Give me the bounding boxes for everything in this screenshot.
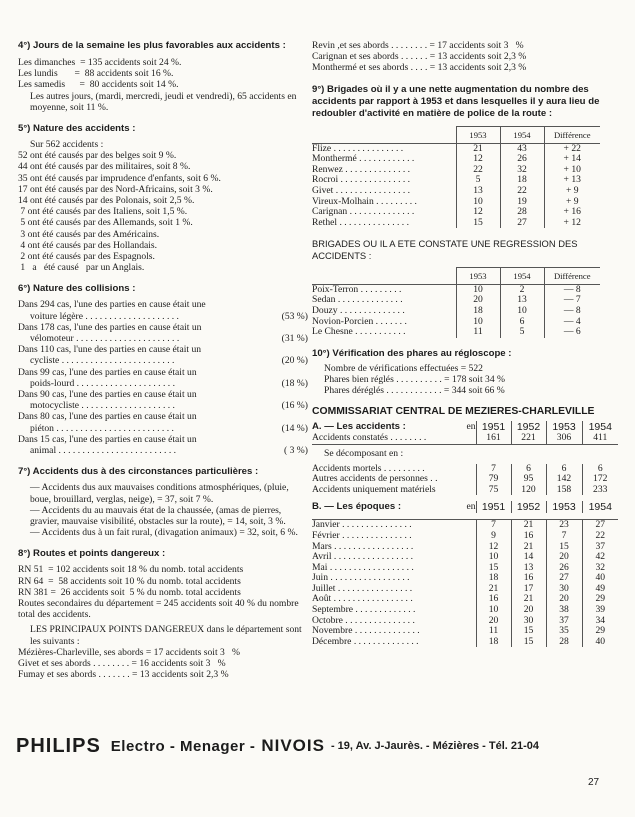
nature-line: 3 ont été causés par des Américains. [18,228,160,240]
month-value: 29 [582,594,618,605]
month-label: Novembre . . . . . . . . . . . . . . [312,625,420,637]
nature-line: 14 ont été causés par des Polonais, soit 2,5 %. [18,195,195,207]
month-label: Septembre . . . . . . . . . . . . . [312,604,416,616]
month-label: Juillet . . . . . . . . . . . . . . . . [312,582,413,594]
regression-d: — 8 [544,284,600,295]
increase-d: + 14 [544,154,600,165]
regression-a: 10 [456,284,500,295]
route-line: RN 51 = 102 accidents soit 18 % du nomb. total accidents [18,564,244,576]
regression-table [312,267,600,338]
headlight-line: Nombre de vérifications effectuées = 522 [324,362,483,374]
year-1954: 1954 [582,421,618,433]
regression-b: 2 [500,284,544,295]
regression-title: BRIGADES OU IL A ETE CONSTATE UNE REGRESSION DES ACCIDENTS : [312,238,578,261]
footer-text-2: NIVOIS [261,736,325,755]
month-label: Août . . . . . . . . . . . . . . . . . [312,593,413,605]
increase-a: 15 [456,218,500,229]
increase-d: + 16 [544,207,600,218]
month-value: 40 [582,637,618,648]
increase-name: Monthermé . . . . . . . . . . . . [312,153,415,165]
regression-name: Sedan . . . . . . . . . . . . . . [312,294,403,306]
commissariat-value: 6 [582,464,618,475]
month-value: 11 [476,626,511,637]
month-value: 21 [511,520,546,531]
commissariat-row [312,485,618,496]
commissariat-value: 79 [476,474,511,485]
section-4-lines [18,57,308,91]
commissariat-value: 233 [582,485,618,496]
month-value: 17 [511,584,546,595]
month-label: Mars . . . . . . . . . . . . . . . . . [312,540,414,552]
increase-b: 27 [500,218,544,229]
regression-col-diff: Différence [544,267,600,284]
regression-d: — 8 [544,306,600,317]
route-line: RN 381 = 26 accidents soit 5 % du nomb. total accidents [18,586,241,598]
month-value: 16 [511,573,546,584]
nature-line: 5 ont été causés par des Allemands, soit 1 %. [18,217,193,229]
collision-row [18,445,308,456]
month-value: 49 [582,584,618,595]
collision-pct: (18 %) [281,377,308,389]
month-value: 15 [546,542,582,553]
regression-col-1954: 1954 [500,267,544,284]
collision-label: cycliste . . . . . . . . . . . . . . . . . . . . . . . . [30,355,175,367]
commissariat-value: 75 [476,485,511,496]
increase-b: 28 [500,207,544,218]
increase-name: Givet . . . . . . . . . . . . . . . . [312,184,411,196]
commissariat-value: 7 [476,464,511,475]
increase-a: 10 [456,197,500,208]
collision-pct: (20 %) [281,355,308,367]
section-10-lines [312,363,618,397]
month-value: 22 [582,531,618,542]
commissariat-value: 142 [546,474,582,485]
increase-b: 32 [500,165,544,176]
month-value: 20 [476,616,511,627]
footer-brand: PHILIPS [16,734,101,757]
collision-row [18,311,308,322]
section-8-lines [18,564,308,598]
collision-row [18,355,308,366]
footer-text-3: - 19, Av. J-Jaurès. - Mézières - Tél. 21-04 [330,740,540,752]
increase-b: 22 [500,186,544,197]
increase-name: Vireux-Molhain . . . . . . . . . [312,195,417,207]
nature-line: 4 ont été causés par des Hollandais. [18,239,158,251]
collision-pct: (53 %) [281,310,308,322]
nature-line: 17 ont été causés par des Nord-Africains, soit 3 %. [18,183,213,195]
commissariat-value: 6 [546,464,582,475]
month-value: 21 [511,542,546,553]
month-value: 13 [511,563,546,574]
month-value: 15 [511,637,546,648]
month-value: 20 [546,552,582,563]
section-8-places [18,647,308,681]
increase-d: + 22 [544,143,600,154]
month-value: 15 [511,626,546,637]
increase-table-header [312,126,600,143]
section-7-p3: — Accidents dus à un fait rural, (divagation animaux) = 32, soit, 6 %. [30,527,298,539]
epoques-table [312,501,618,647]
en-label: en [466,421,476,433]
section-8-points: LES PRINCIPAUX POINTS DANGEREUX dans le département sont les suivants : [30,624,302,647]
nature-line: 7 ont été causés par des Italiens, soit 1,5 %. [18,206,188,218]
month-value: 20 [511,605,546,616]
increase-a: 22 [456,165,500,176]
nature-line: 1 a été causé par un Anglais. [18,262,145,274]
regression-table-header [312,267,600,284]
increase-d: + 13 [544,175,600,186]
month-value: 29 [582,626,618,637]
month-label: Décembre . . . . . . . . . . . . . . [312,635,419,647]
increase-name: Carignan . . . . . . . . . . . . . . [312,206,415,218]
increase-d: + 9 [544,197,600,208]
month-value: 30 [511,616,546,627]
month-value: 7 [546,531,582,542]
increase-table [312,126,600,229]
commissariat-label: Accidents uniquement matériels [312,483,436,495]
dangerous-point-line: Revin ,et ses abords . . . . . . . . = 17 accidents soit 3 % [312,40,524,51]
section-6-items [18,299,308,456]
collision-line: Dans 99 cas, l'une des parties en cause était un [18,366,197,378]
month-value: 16 [476,594,511,605]
commissariat-value: 158 [546,485,582,496]
collision-line: Dans 110 cas, l'une des parties en cause était un [18,344,202,356]
regression-b: 10 [500,306,544,317]
regression-d: — 6 [544,327,600,338]
increase-a: 12 [456,154,500,165]
commissariat-value: 120 [511,485,546,496]
dangerous-point-line: Fumay et ses abords . . . . . . . = 13 accidents soit 2,3 % [18,669,229,681]
increase-b: 43 [500,143,544,154]
nature-line: 2 ont été causés par des Espagnols. [18,251,155,263]
regression-row [312,306,600,317]
nature-line: 44 ont été causés par des militaires, soit 8 %. [18,161,191,173]
year-1953: 1953 [546,421,582,433]
dangerous-point-line: Monthermé et ses abords . . . . = 13 accidents soit 2,3 % [312,62,527,74]
day-line: Les dimanches = 135 accidents soit 24 %. [18,57,182,68]
month-value: 35 [546,626,582,637]
decomp-label: Se décomposant en : [324,447,404,459]
subsection-a-title: A. — Les accidents : [312,421,406,433]
constates-row [312,433,618,444]
section-8-title: 8°) Routes et points dangereux : [18,548,166,560]
month-value: 40 [582,573,618,584]
increase-b: 19 [500,197,544,208]
month-value: 42 [582,552,618,563]
headlight-line: Phares bien réglés . . . . . . . . . . = 178 soit 34 % [324,373,506,385]
month-value: 38 [546,605,582,616]
increase-row [312,218,600,229]
month-value: 16 [511,531,546,542]
year-1952: 1952 [511,421,546,433]
regression-d: — 4 [544,317,600,328]
month-label: Avril . . . . . . . . . . . . . . . . . [312,551,414,563]
month-value: 18 [476,573,511,584]
collision-label: voiture légère . . . . . . . . . . . . . . . . . . . . [30,310,179,322]
day-line: Les samedis = 80 accidents soit 14 %. [18,79,179,91]
route-line: RN 64 = 58 accidents soit 10 % du nomb. total accidents [18,575,241,587]
collision-pct: (16 %) [281,400,308,412]
collision-label: animal . . . . . . . . . . . . . . . . . . . . . . . . . [30,445,177,457]
constates-1953: 306 [546,433,582,444]
decomp-row [312,449,618,460]
section-6-title: 6°) Nature des collisions : [18,283,136,295]
collision-row [18,423,308,434]
increase-name: Rocroi . . . . . . . . . . . . . . . [312,174,411,186]
month-value: 28 [546,637,582,648]
section-7-title: 7°) Accidents dus à des circonstances particulières : [18,466,259,478]
collision-label: piéton . . . . . . . . . . . . . . . . . . . . . . . . . [30,422,174,434]
month-value: 18 [476,637,511,648]
constates-1954: 411 [582,433,618,444]
collision-label: motocycliste . . . . . . . . . . . . . . . . . . . . [30,400,175,412]
headlight-line: Phares déréglés . . . . . . . . . . . . = 344 soit 66 % [324,385,505,397]
month-value: 27 [582,520,618,531]
collision-label: vélomoteur . . . . . . . . . . . . . . . . . . . . . . [30,333,180,345]
month-label: Juin . . . . . . . . . . . . . . . . . [312,572,410,584]
month-label: Janvier . . . . . . . . . . . . . . . [312,519,412,531]
year-b-1951: 1951 [476,501,511,513]
month-value: 14 [511,552,546,563]
increase-name: Flize . . . . . . . . . . . . . . . [312,142,404,154]
constates-1951: 161 [476,433,511,444]
month-value: 30 [546,584,582,595]
constates-1952: 221 [511,433,546,444]
subsection-b-title: B. — Les époques : [312,501,402,513]
month-value: 34 [582,616,618,627]
year-b-1952: 1952 [511,501,546,513]
regression-name: Poix-Terron . . . . . . . . . [312,283,402,295]
month-label: Mai . . . . . . . . . . . . . . . . . . [312,561,414,573]
section-7-p1: — Accidents dus aux mauvaises conditions atmosphériques, (pluie, boue, brouillard, verglas, neige), = 37, soit 7 %. [30,482,289,505]
increase-name: Rethel . . . . . . . . . . . . . . . [312,216,409,228]
dangerous-point-line: Carignan et ses abords . . . . . . = 13 accidents soit 2,3 % [312,51,527,63]
regression-d: — 7 [544,295,600,306]
increase-a: 13 [456,186,500,197]
section-4-title: 4°) Jours de la semaine les plus favorables aux accidents : [18,40,286,51]
collision-pct: (14 %) [281,422,308,434]
section-8-routes: Routes secondaires du département = 245 accidents soit 40 % du nombre total des accidents. [18,597,299,621]
increase-d: + 12 [544,218,600,229]
month-label: Octobre . . . . . . . . . . . . . . . [312,614,415,626]
increase-name: Renwez . . . . . . . . . . . . . . [312,163,411,175]
month-value: 23 [546,520,582,531]
footer-advertisement [16,735,618,757]
left-column [18,40,308,680]
dangerous-point-line: Givet et ses abords . . . . . . . . = 16 accidents soit 3 % [18,657,226,669]
section-10-title: 10°) Vérification des phares au régloscope : [312,347,512,359]
collision-line: Dans 15 cas, l'une des parties en cause était un [18,433,197,445]
collision-line: Dans 80 cas, l'une des parties en cause était un [18,411,197,423]
increase-d: + 9 [544,186,600,197]
month-row [312,637,618,648]
month-row [312,531,618,542]
increase-col-1954: 1954 [500,126,544,143]
regression-b: 5 [500,327,544,338]
regression-a: 18 [456,306,500,317]
commissariat-title: COMMISSARIAT CENTRAL DE MEZIERES-CHARLEVILLE [312,406,595,418]
collision-row [18,333,308,344]
month-value: 9 [476,531,511,542]
regression-a: 10 [456,317,500,328]
collision-row [18,378,308,389]
collision-label: poids-lourd . . . . . . . . . . . . . . . . . . . . . [30,377,175,389]
month-value: 10 [476,552,511,563]
regression-col-1953: 1953 [456,267,500,284]
increase-col-diff: Différence [544,126,600,143]
month-value: 37 [582,542,618,553]
constates-label: Accidents constatés . . . . . . . . [312,432,427,444]
commissariat-label: Accidents mortels . . . . . . . . . [312,462,425,474]
regression-name: Novion-Porcien . . . . . . . [312,315,407,327]
page-number: 27 [588,777,600,788]
regression-b: 13 [500,295,544,306]
month-value: 20 [546,594,582,605]
month-value: 7 [476,520,511,531]
en-label-b: en [466,501,476,513]
increase-b: 26 [500,154,544,165]
year-b-1954: 1954 [582,501,618,513]
collision-pct: (31 %) [281,333,308,345]
month-value: 15 [476,563,511,574]
section-7-p2: — Accidents du au mauvais état de la chaussée, (amas de pierres, gravier, mauvaise visibilité, obstacles sur la route), = 14, soit, 3 %. [30,504,286,527]
regression-row [312,327,600,338]
regression-a: 11 [456,327,500,338]
month-value: 27 [546,573,582,584]
month-value: 39 [582,605,618,616]
regression-name: Le Chesne . . . . . . . . . . . [312,326,406,338]
month-value: 12 [476,542,511,553]
footer-text-1: Electro - Menager - [110,737,256,755]
increase-col-1953: 1953 [456,126,500,143]
increase-a: 12 [456,207,500,218]
regression-a: 20 [456,295,500,306]
commissariat-label: Autres accidents de personnes . . [312,473,438,485]
places-continued [312,40,618,74]
nature-line: 35 ont été causés par imprudence d'enfants, soit 6 %. [18,172,221,184]
month-value: 21 [476,584,511,595]
epoques-table-header [312,501,618,513]
section-5-intro: Sur 562 accidents : [30,139,104,151]
collision-line: Dans 90 cas, l'une des parties en cause était un [18,389,197,401]
month-value: 26 [546,563,582,574]
day-line: Les lundis = 88 accidents soit 16 %. [18,68,174,80]
dangerous-point-line: Mézières-Charleville, ses abords = 17 accidents soit 3 % [18,646,241,658]
regression-b: 6 [500,317,544,328]
month-value: 21 [511,594,546,605]
collision-pct: ( 3 %) [284,445,308,457]
increase-a: 5 [456,175,500,186]
increase-b: 18 [500,175,544,186]
commissariat-value: 95 [511,474,546,485]
increase-d: + 10 [544,165,600,176]
month-value: 32 [582,563,618,574]
collision-line: Dans 294 cas, l'une des parties en cause était une [18,299,206,311]
month-value: 10 [476,605,511,616]
month-value: 37 [546,616,582,627]
section-9-title: 9°) Brigades où il y a une nette augmentation du nombre des accidents par rapport à 1953 et dans lesquelles il y aura lieu de redoubler d'activité en matière de police de la route : [312,83,600,119]
section-5-title: 5°) Nature des accidents : [18,123,136,135]
section-4-note: Les autres jours, (mardi, mercredi, jeudi et vendredi), 65 accidents en moyenne, soit 11 %. [30,90,297,113]
commissariat-value: 172 [582,474,618,485]
year-b-1953: 1953 [546,501,582,513]
increase-a: 21 [456,143,500,154]
section-5-lines [18,150,308,273]
collision-line: Dans 178 cas, l'une des parties en cause était un [18,321,202,333]
commissariat-value: 6 [511,464,546,475]
regression-name: Douzy . . . . . . . . . . . . . . [312,304,405,316]
right-column [312,40,618,647]
year-1951: 1951 [476,421,511,433]
collision-row [18,400,308,411]
increase-row [312,186,600,197]
month-label: Février . . . . . . . . . . . . . . . [312,529,412,541]
nature-line: 52 ont été causés par des belges soit 9 %. [18,150,177,162]
accidents-table [312,421,618,495]
